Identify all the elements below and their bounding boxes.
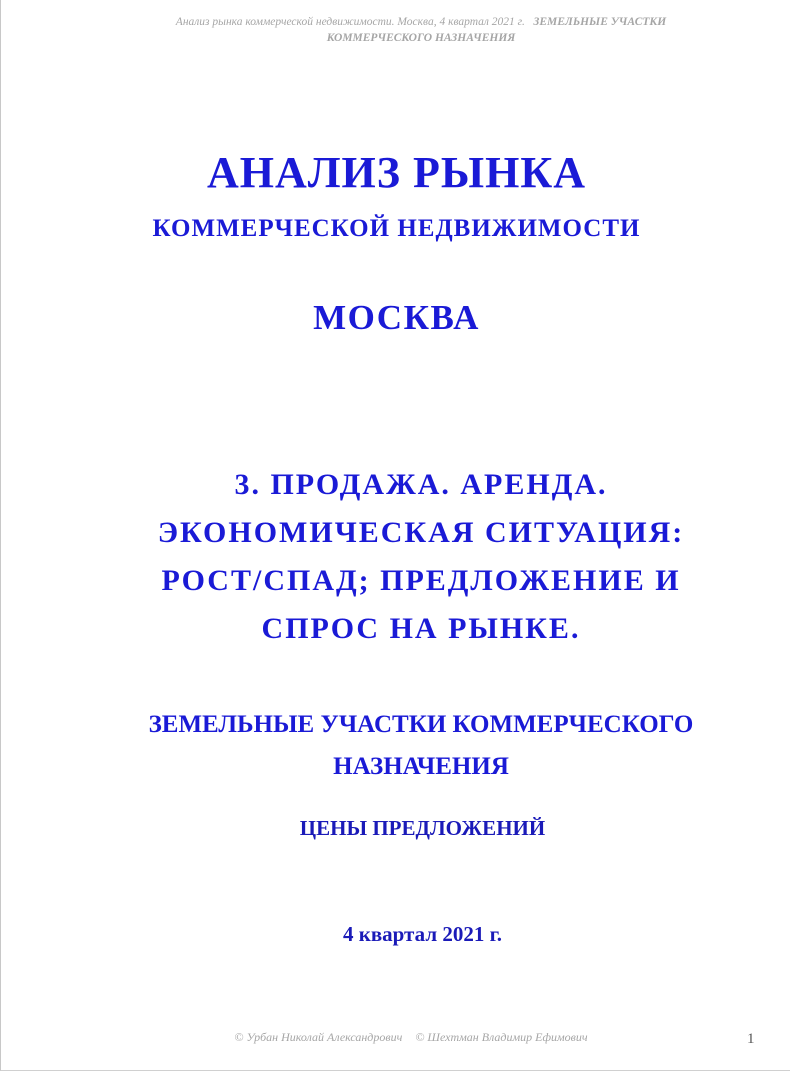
running-header (111, 14, 731, 46)
segment-line: НАЗНАЧЕНИЯ (333, 753, 509, 780)
section-heading (121, 461, 721, 653)
segment-heading (101, 704, 741, 788)
section-line: 3. ПРОДАЖА. АРЕНДА. (234, 468, 608, 501)
section-line: ЭКОНОМИЧЕСКАЯ СИТУАЦИЯ: (157, 516, 685, 549)
header-text: Анализ рынка коммерческой недвижимости. Москва, 4 квартал 2021 г. (175, 16, 525, 28)
document-subtitle: КОММЕРЧЕСКОЙ НЕДВИЖИМОСТИ (152, 215, 641, 242)
segment-line: ЗЕМЕЛЬНЫЕ УЧАСТКИ КОММЕРЧЕСКОГО (148, 711, 694, 738)
footer-author-2: © Шехтман Владимир Ефимович (415, 1030, 588, 1044)
page-number: 1 (747, 1031, 755, 1047)
report-period: 4 квартал 2021 г. (342, 922, 503, 946)
city-heading: МОСКВА (313, 298, 480, 337)
header-caps-line-1: ЗЕМЕЛЬНЫЕ УЧАСТКИ (533, 16, 667, 28)
prices-heading: ЦЕНЫ ПРЕДЛОЖЕНИЙ (299, 816, 546, 840)
section-line: СПРОС НА РЫНКЕ. (261, 612, 581, 645)
copyright-footer (1, 1029, 791, 1045)
footer-author-1: © Урбан Николай Александрович (234, 1030, 403, 1044)
document-title: АНАЛИЗ РЫНКА (207, 148, 586, 197)
header-caps-line-2: КОММЕРЧЕСКОГО НАЗНАЧЕНИЯ (326, 32, 516, 44)
section-line: РОСТ/СПАД; ПРЕДЛОЖЕНИЕ И (161, 564, 681, 597)
